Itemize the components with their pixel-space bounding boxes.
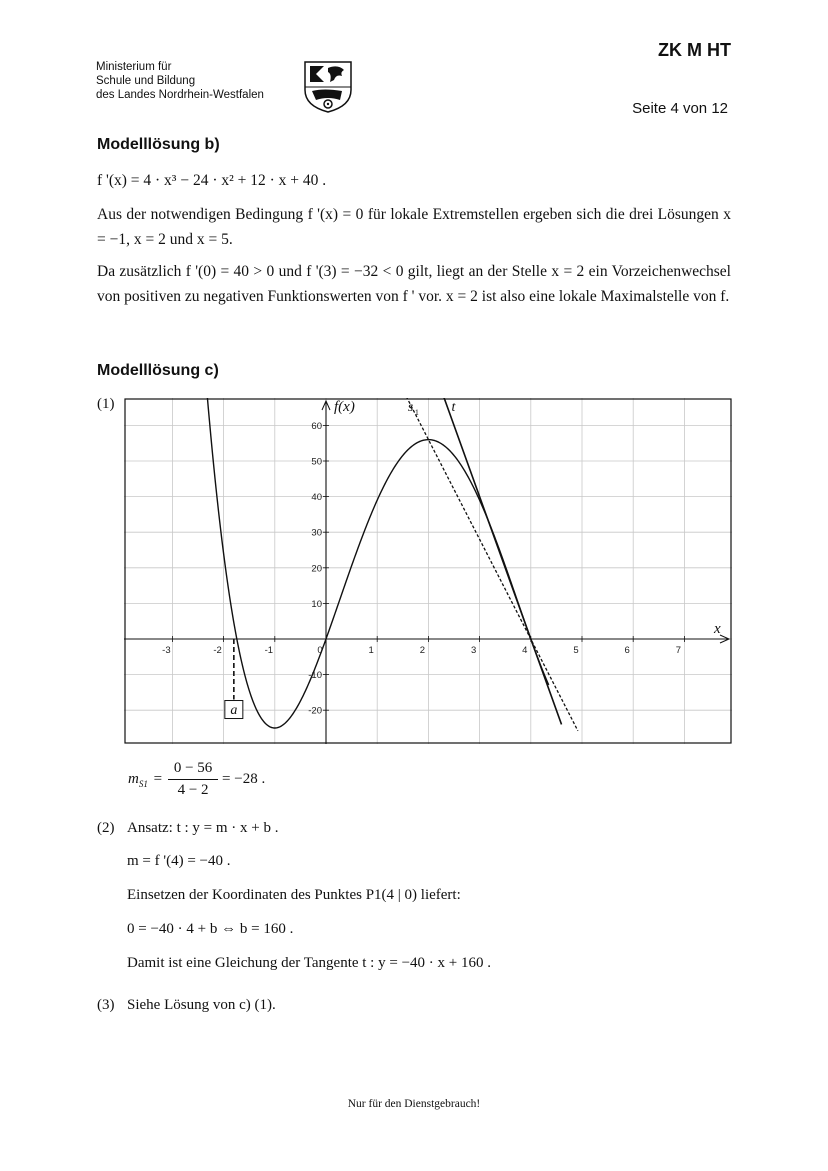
secant-label-subscript: 1	[414, 408, 419, 418]
y-tick-label: 10	[311, 598, 322, 610]
tangent-label: t	[451, 400, 456, 416]
exam-code: ZK M HT	[658, 40, 731, 60]
y-tick-label: 20	[311, 563, 322, 575]
slope-numerator: 0 − 56	[168, 760, 218, 780]
item-2-insert: Einsetzen der Koordinaten des Punktes P1(4 | 0) liefert:	[127, 887, 461, 903]
paragraph-sign-change: Da zusätzlich f '(0) = 40 > 0 und f '(3) = −32 < 0 gilt, liegt an der Stelle x = 2 ein Vorzeichenwechsel von positiven zu negativen Funktionswerten von f ' vor. x = 2 ist also eine lokale Maximalstelle von f.	[97, 263, 731, 305]
item-2-label: (2)	[97, 820, 115, 836]
ministry-line-1: Ministerium für	[96, 61, 172, 73]
slope-computation: $m_{S1}$ = $\frac{0 - 56}{4 - 2}$ = −28 .	[128, 760, 266, 798]
x-tick-label: 5	[573, 645, 579, 656]
x-tick-label: -2	[213, 645, 222, 656]
x-tick-label: 1	[368, 645, 374, 656]
slope-result: = −28 .	[222, 770, 266, 787]
ministry-line-2: Schule und Bildung	[96, 75, 196, 87]
x-tick-label: 7	[675, 645, 682, 656]
nrw-coat-of-arms-icon	[302, 60, 354, 114]
heading-solution-b: Modelllösung b)	[97, 136, 220, 153]
heading-solution-c: Modelllösung c)	[97, 362, 219, 379]
x-tick-label: 4	[522, 645, 528, 656]
y-tick-label: 50	[311, 456, 322, 468]
chart-grid	[124, 398, 732, 744]
item-3-label: (3)	[97, 997, 115, 1013]
y-tick-label: 30	[311, 527, 322, 539]
item-2-slope: m = f '(4) = −40 .	[127, 853, 231, 869]
slope-subscript: S1	[138, 778, 148, 789]
item-1-label: (1)	[97, 396, 115, 412]
marker-a-label: a	[230, 703, 238, 719]
ministry-line-3: des Landes Nordrhein-Westfalen	[96, 89, 264, 101]
page-indicator: Seite 4 von 12	[632, 100, 728, 117]
x-axis-label: x	[714, 621, 721, 637]
y-tick-label: 40	[311, 492, 322, 504]
item-2-tangent: Damit ist eine Gleichung der Tangente t : y = −40 · x + 160 .	[127, 955, 491, 971]
x-tick-label: -1	[264, 645, 274, 656]
slope-label: m	[128, 770, 139, 787]
x-tick-label: 2	[419, 645, 426, 656]
slope-denominator: 4 − 2	[177, 782, 209, 798]
chart-annotations	[225, 399, 721, 718]
y-tick-label: 60	[311, 420, 322, 432]
tangent-t	[439, 398, 562, 724]
paragraph-necessary-condition: Aus der notwendigen Bedingung f '(x) = 0 für lokale Extremstellen ergeben sich die drei Lösungen x = −1, x = 2 und x = 5.	[97, 206, 731, 248]
x-tick-label: 3	[470, 645, 477, 656]
item-2-ansatz: Ansatz: t : y = m · x + b .	[127, 820, 279, 836]
chart-curves	[206, 398, 578, 731]
derivative-formula: f '(x) = 4 · x³ − 24 · x² + 12 · x + 40 .	[97, 172, 327, 189]
y-axis-label: f(x)	[334, 399, 355, 416]
chart-tick-labels	[162, 421, 684, 717]
y-tick-label: -20	[308, 705, 322, 717]
x-tick-label: -3	[162, 645, 171, 656]
slope-fraction	[168, 760, 218, 799]
ministry-name	[96, 60, 264, 102]
x-tick-label: 0	[317, 645, 323, 656]
y-tick-label: -10	[308, 670, 322, 682]
item-2-equation: 0 = −40 · 4 + b ⇔ b = 160 .	[127, 921, 294, 937]
secant-label: s	[407, 400, 414, 416]
footer-note: Nur für den Dienstgebrauch!	[347, 1098, 481, 1110]
x-tick-label: 6	[624, 645, 630, 656]
function-graph-chart	[124, 398, 732, 744]
chart-axes	[124, 401, 729, 744]
item-3-text: Siehe Lösung von c) (1).	[127, 997, 276, 1013]
